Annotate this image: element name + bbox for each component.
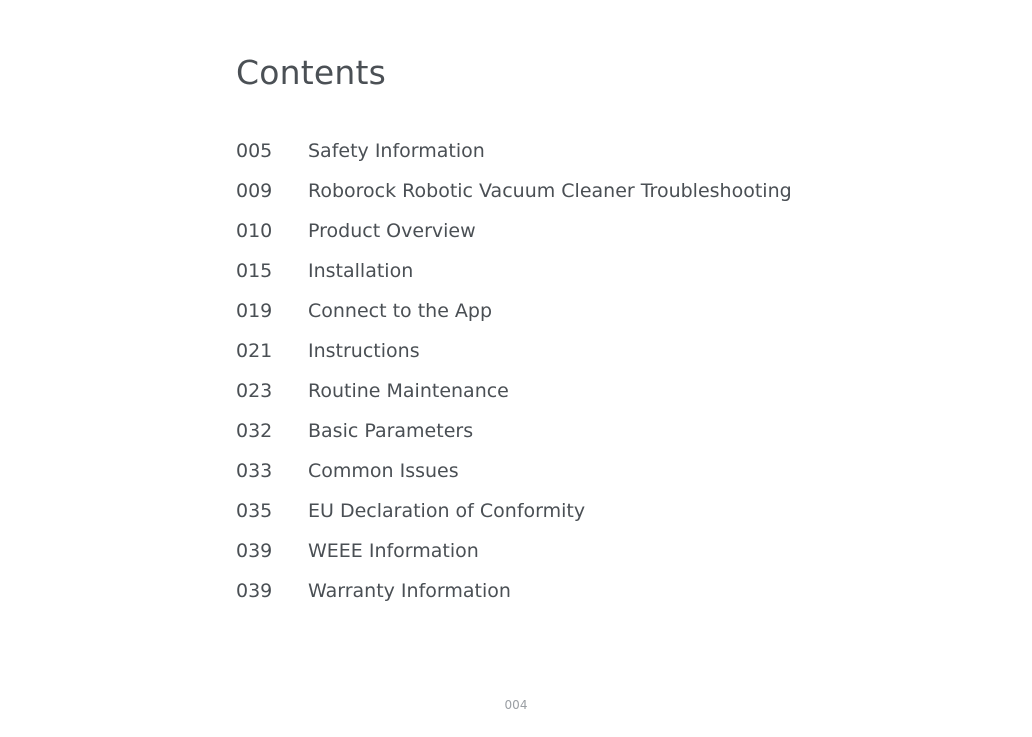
toc-entry-title: Instructions — [308, 340, 420, 362]
toc-entry-eu-declaration[interactable] — [236, 491, 792, 531]
toc-page-number: 005 — [236, 140, 273, 162]
toc-entry-title: Common Issues — [308, 460, 459, 482]
toc-entry-instructions[interactable] — [236, 331, 792, 371]
toc-entry-common-issues[interactable] — [236, 451, 792, 491]
toc-entry-title: Connect to the App — [308, 300, 493, 322]
toc-entry-title: Installation — [308, 260, 414, 282]
toc-entry-product-overview[interactable] — [236, 211, 792, 251]
toc-page-number: 010 — [236, 220, 273, 242]
page-title: Contents — [236, 53, 387, 92]
toc-page-number: 035 — [236, 500, 273, 522]
toc-entry-basic-parameters[interactable] — [236, 411, 792, 451]
toc-entry-title: EU Declaration of Conformity — [308, 500, 586, 522]
toc-entry-title: Basic Parameters — [308, 420, 474, 442]
toc-entry-title: WEEE Information — [308, 540, 479, 562]
table-of-contents — [236, 131, 792, 611]
toc-page-number: 009 — [236, 180, 273, 202]
toc-entry-title: Roborock Robotic Vacuum Cleaner Troubleshooting — [308, 180, 792, 202]
page-number: 004 — [504, 698, 528, 712]
toc-entry-warranty-information[interactable] — [236, 571, 792, 611]
toc-entry-safety-information[interactable] — [236, 131, 792, 171]
toc-entry-connect-to-app[interactable] — [236, 291, 792, 331]
toc-entry-title: Warranty Information — [308, 580, 511, 602]
toc-page-number: 019 — [236, 300, 273, 322]
toc-entry-troubleshooting[interactable] — [236, 171, 792, 211]
toc-page-number: 039 — [236, 540, 273, 562]
toc-page-number: 015 — [236, 260, 273, 282]
toc-entry-title: Product Overview — [308, 220, 476, 242]
toc-entry-installation[interactable] — [236, 251, 792, 291]
toc-page-number: 021 — [236, 340, 273, 362]
toc-entry-routine-maintenance[interactable] — [236, 371, 792, 411]
toc-page-number: 033 — [236, 460, 273, 482]
toc-page-number: 032 — [236, 420, 273, 442]
toc-entry-weee-information[interactable] — [236, 531, 792, 571]
toc-entry-title: Safety Information — [308, 140, 485, 162]
toc-page-number: 039 — [236, 580, 273, 602]
toc-page-number: 023 — [236, 380, 273, 402]
toc-entry-title: Routine Maintenance — [308, 380, 509, 402]
